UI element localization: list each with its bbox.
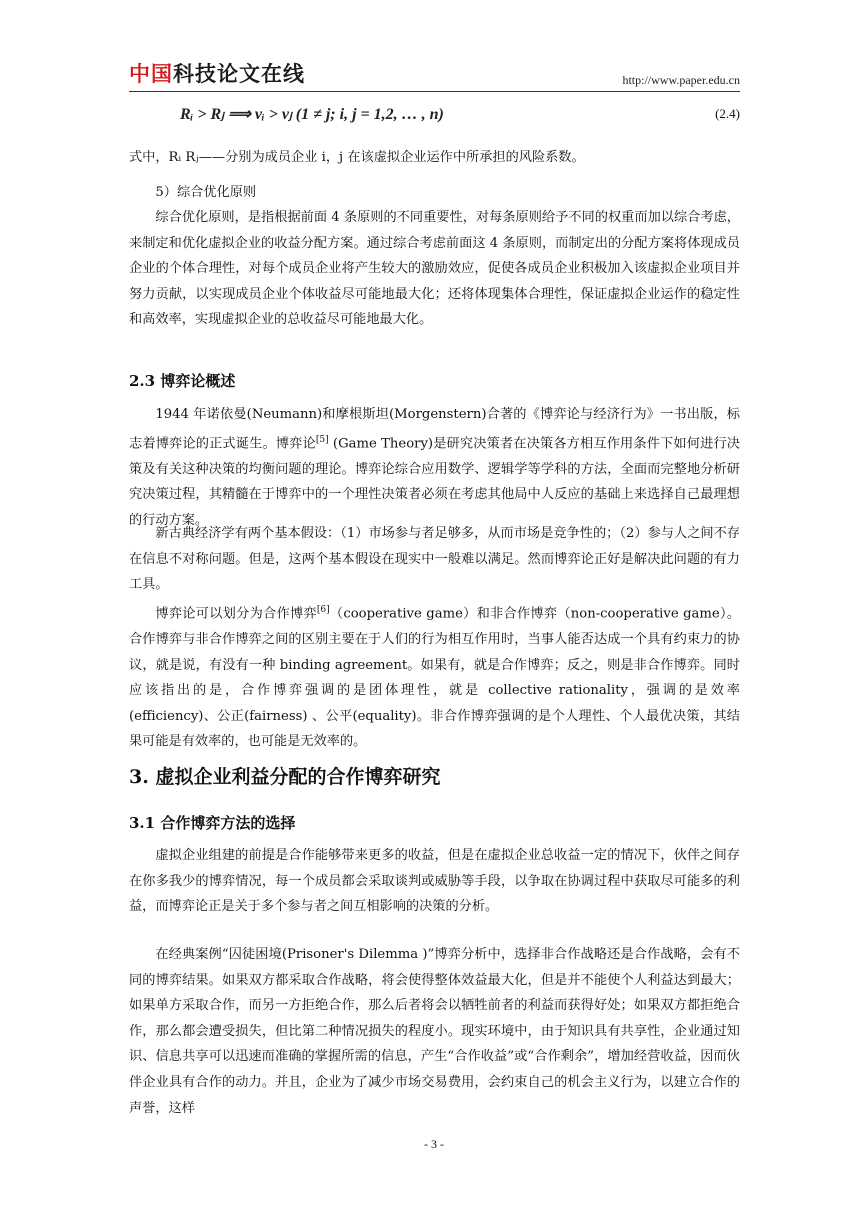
paragraph-2-3-1: 1944 年诺依曼(Neumann)和摩根斯坦(Morgenstern)合著的《博弈论与经济行为》一书出版，标志着博弈论的正式诞生。博弈论[5] (Game Theory)是研究决策者在决策各方相互作用条件下如何进行决策及有关这种决策的均衡问题的理论。博弈论综合应用数学、逻辑学等学科的方法，全面而完整地分析研究决策过程，其精髓在于博弈中的一个理性决策者必须在考虑其他局中人反应的基础上来选择自己最理想的行动方案。: [129, 407, 740, 528]
section-3-1-heading: 3.1 合作博弈方法的选择: [129, 814, 296, 832]
paragraph-2-3-3: 博弈论可以划分为合作博弈[6]（cooperative game）和非合作博弈（non-cooperative game）。合作博弈与非合作博弈之间的区别主要在于人们的行为相互作用时，当事人能否达成一个具有约束力的协议，就是说，有没有一种 binding agreement。如果有，就是合作博弈；反之，则是非合作博弈。同时应该指出的是，合作博弈强调的是团体理性，就是 collective rationality，强调的是效率(efficiency)、公正(fairness) 、公平(equality)。非合作博弈强调的是个人理性、个人最优决策，其结果可能是有效率的，也可能是无效率的。: [129, 605, 741, 750]
citation-5: [5]: [315, 434, 329, 445]
header-rule: [129, 91, 740, 92]
site-logo: 中国科技论文在线: [129, 62, 305, 86]
paragraph-2-3-2: 新古典经济学有两个基本假设：（1）市场参与者足够多，从而市场是竞争性的；（2）参与人之间不存在信息不对称问题。但是，这两个基本假设在现实中一般难以满足。然而博弈论正好是解决此问题的有力工具。: [129, 526, 740, 593]
paragraph-3-1-1: 虚拟企业组建的前提是合作能够带来更多的收益，但是在虚拟企业总收益一定的情况下，伙伴之间存在你多我少的博弈情况，每一个成员都会采取谈判或威胁等手段，以争取在协调过程中获取尽可能多的利益，而博弈论正是关于多个参与者之间互相影响的决策的分析。: [129, 848, 740, 915]
item-5-title: 5）综合优化原则: [155, 185, 257, 200]
equation-number: (2.4): [715, 106, 740, 121]
citation-6: [6]: [316, 605, 330, 615]
paragraph-item5: 综合优化原则，是指根据前面 4 条原则的不同重要性，对每条原则给予不同的权重而加以综合考虑，来制定和优化虚拟企业的收益分配方案。通过综合考虑前面这 4 条原则，而制定出的分配方案将体现成员企业的个体合理性，对每个成员企业将产生较大的激励效应，促使各成员企业积极加入该虚拟企业项目并努力贡献，以实现成员企业个体收益尽可能地最大化；还将体现集体合理性，保证虚拟企业运作的稳定性和高效率，实现虚拟企业的总收益尽可能地最大化。: [129, 210, 740, 328]
section-2-3-heading: 2.3 博弈论概述: [129, 372, 236, 390]
header-url: http://www.paper.edu.cn: [622, 73, 740, 87]
paragraph-3-1-2: 在经典案例“囚徒困境(Prisoner's Dilemma )”博弈分析中，选择非合作战略还是合作战略，会有不同的博弈结果。如果双方都采取合作战略，将会使得整体效益最大化，但是并不能使个人利益达到最大；如果单方采取合作，而另一方拒绝合作，那么后者将会以牺牲前者的利益而获得好处；如果双方都拒绝合作，那么都会遭受损失，但比第二种情况损失的程度小。现实环境中，由于知识具有共享性，企业通过知识、信息共享可以迅速而准确的掌握所需的信息，产生“合作收益”或“合作剩余”，增加经营收益，因而伙伴企业具有合作的动力。并且，企业为了减少市场交易费用，会约束自己的机会主义行为，以建立合作的声誉，这样: [129, 947, 740, 1116]
section-3-heading: 3. 虚拟企业利益分配的合作博弈研究: [129, 766, 441, 788]
page-header: [129, 58, 740, 92]
equation-note: 式中，Rᵢ Rⱼ——分别为成员企业 i，j 在该虚拟企业运作中所承担的风险系数。: [129, 150, 585, 165]
page-number: - 3 -: [424, 1137, 444, 1151]
equation-2-4: Rᵢ > Rⱼ ⟹ vᵢ > vⱼ (1 ≠ j; i, j = 1,2, … , n): [180, 106, 444, 123]
